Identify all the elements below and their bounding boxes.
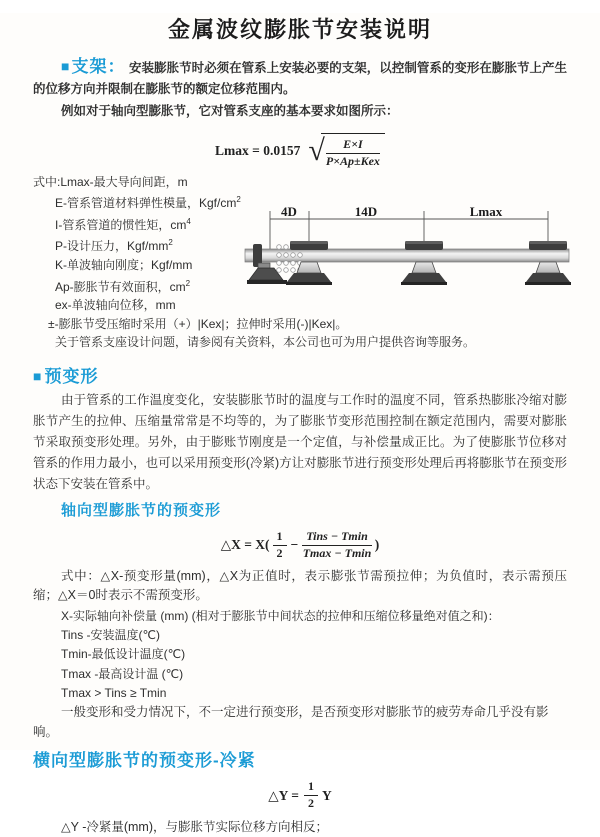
- axial-formula: [33, 530, 567, 561]
- lmax-formula: [33, 133, 567, 169]
- radical-body: [321, 133, 385, 169]
- temperature-line: Tmax -最高设计温 (℃): [61, 666, 184, 681]
- definition-line: I-管系管道的惯性矩，$cm^4$: [55, 216, 191, 232]
- pipe-support-diagram: [243, 203, 595, 303]
- formula-lhs: △Y =: [268, 787, 299, 803]
- half-fraction: $\frac{1}{2}$: [304, 780, 318, 811]
- radical-sign-icon: √: [308, 133, 325, 167]
- guide-support: [401, 241, 447, 285]
- definition-line: 式中:Lmax-最大导向间距，m: [33, 174, 188, 189]
- support-intro: [33, 56, 567, 100]
- predeform-paragraph: 由于管系的工作温度变化，安装膨胀节时的温度与工作时的温度不同，管系热膨胀冷缩对膨胀节产生的拉伸、压缩量常常是不均等的，为了膨胀节变形范围控制在额定范围内，需要对膨胀节采取预变形处理。另外，由于膨账节刚度是一个定值，与补偿量成正比。为了使膨胀节位移对管系的作用力最小，也可以采用预变形(冷紧)方让对膨胀节进行预变形处理后再将膨胀节在预变形状态下安装在管系中。: [33, 392, 567, 491]
- support-heading: 支架：: [71, 57, 126, 76]
- half-fraction: $\frac{1}{2}$: [273, 530, 287, 561]
- formula-rhs: ): [374, 537, 380, 553]
- dimension-label-14d: 14D: [354, 204, 378, 219]
- formula-denominator: P×Ap±Kex: [325, 153, 380, 168]
- formula-numerator: E×I: [326, 138, 380, 154]
- axial-closing-note: 一般变形和受力情况下，不一定进行预变形，是否预变形对膨胀节的疲劳寿命几乎没有影响。: [33, 705, 549, 739]
- support-example-line: 例如对于轴向型膨胀节，它对管系支座的基本要求如图所示：: [61, 104, 399, 118]
- temperature-line: Tmin-最低设计温度(℃): [61, 647, 186, 662]
- page-title: 金属波纹膨胀节安装说明: [167, 17, 432, 42]
- minus-sign: −: [290, 537, 299, 553]
- definition-line: ex-单波轴向位移，mm: [55, 298, 176, 313]
- formula-rhs: Y: [321, 787, 332, 803]
- support-intro-text: 安装膨胀节时必须在管系上安装必要的支架，以控制管系的变形在膨胀节上产生的位移方向并限制在膨胀节的额定位移范围内。: [33, 61, 567, 96]
- axial-heading: 轴向型膨胀节的预变形: [61, 501, 222, 519]
- dimension-label-4d: 4D: [281, 204, 297, 219]
- lateral-heading: 横向型膨胀节的预变形-冷紧: [33, 751, 256, 771]
- consultation-note: 关于管系支座设计问题，请参阅有关资料，本公司也可为用户提供咨询等服务。: [55, 335, 476, 350]
- guide-support: [525, 241, 571, 285]
- formula-lhs: △X = X(: [220, 537, 270, 553]
- temperature-inequality: Tmax > Tins ≥ Tmin: [61, 685, 167, 700]
- dimension-label-lmax: Lmax: [469, 204, 503, 219]
- temperature-line: Tins -安装温度(℃): [61, 628, 161, 643]
- section-marker-icon: ■: [33, 367, 43, 384]
- definition-line: K-单波轴向刚度；Kgf/mm: [55, 257, 193, 272]
- axial-x-definition: X-实际轴向补偿量 (mm) (相对于膨胀节中间状态的拉伸和压缩位移量绝对值之和)：: [61, 608, 500, 623]
- definition-line: ±-膨胀节受压缩时采用（+）|Kex|；拉伸时采用(-)|Kex|。: [48, 316, 348, 331]
- axial-formula-description: 式中：△X-预变形量(mm)，△X为正值时，表示膨张节需预拉伸；为负值时，表示需预压缩；△X＝0时表示不需预变形。: [33, 568, 567, 603]
- definition-line: E-管系管道材料弹性模量，Kgf/$cm^2$: [55, 195, 241, 211]
- predeform-heading: ■ 预变形: [33, 366, 99, 386]
- document-page: [0, 13, 600, 834]
- formula-lhs: Lmax = 0.0157: [215, 142, 301, 158]
- document-content: [0, 56, 600, 837]
- definition-line: Ap-膨胀节有效面积，$cm^2$: [55, 278, 191, 294]
- section-marker-icon: ■: [61, 58, 70, 74]
- definition-line: P-设计压力，Kgf/$mm^2$: [55, 238, 173, 254]
- cold-tightening-description: △Y -冷紧量(mm)，与膨胀节实际位移方向相反；: [61, 819, 329, 834]
- lateral-formula: [33, 780, 567, 811]
- temperature-fraction: $\frac{\text{Tins − Tmin}}{Tmax - Tmin}$: [302, 528, 372, 560]
